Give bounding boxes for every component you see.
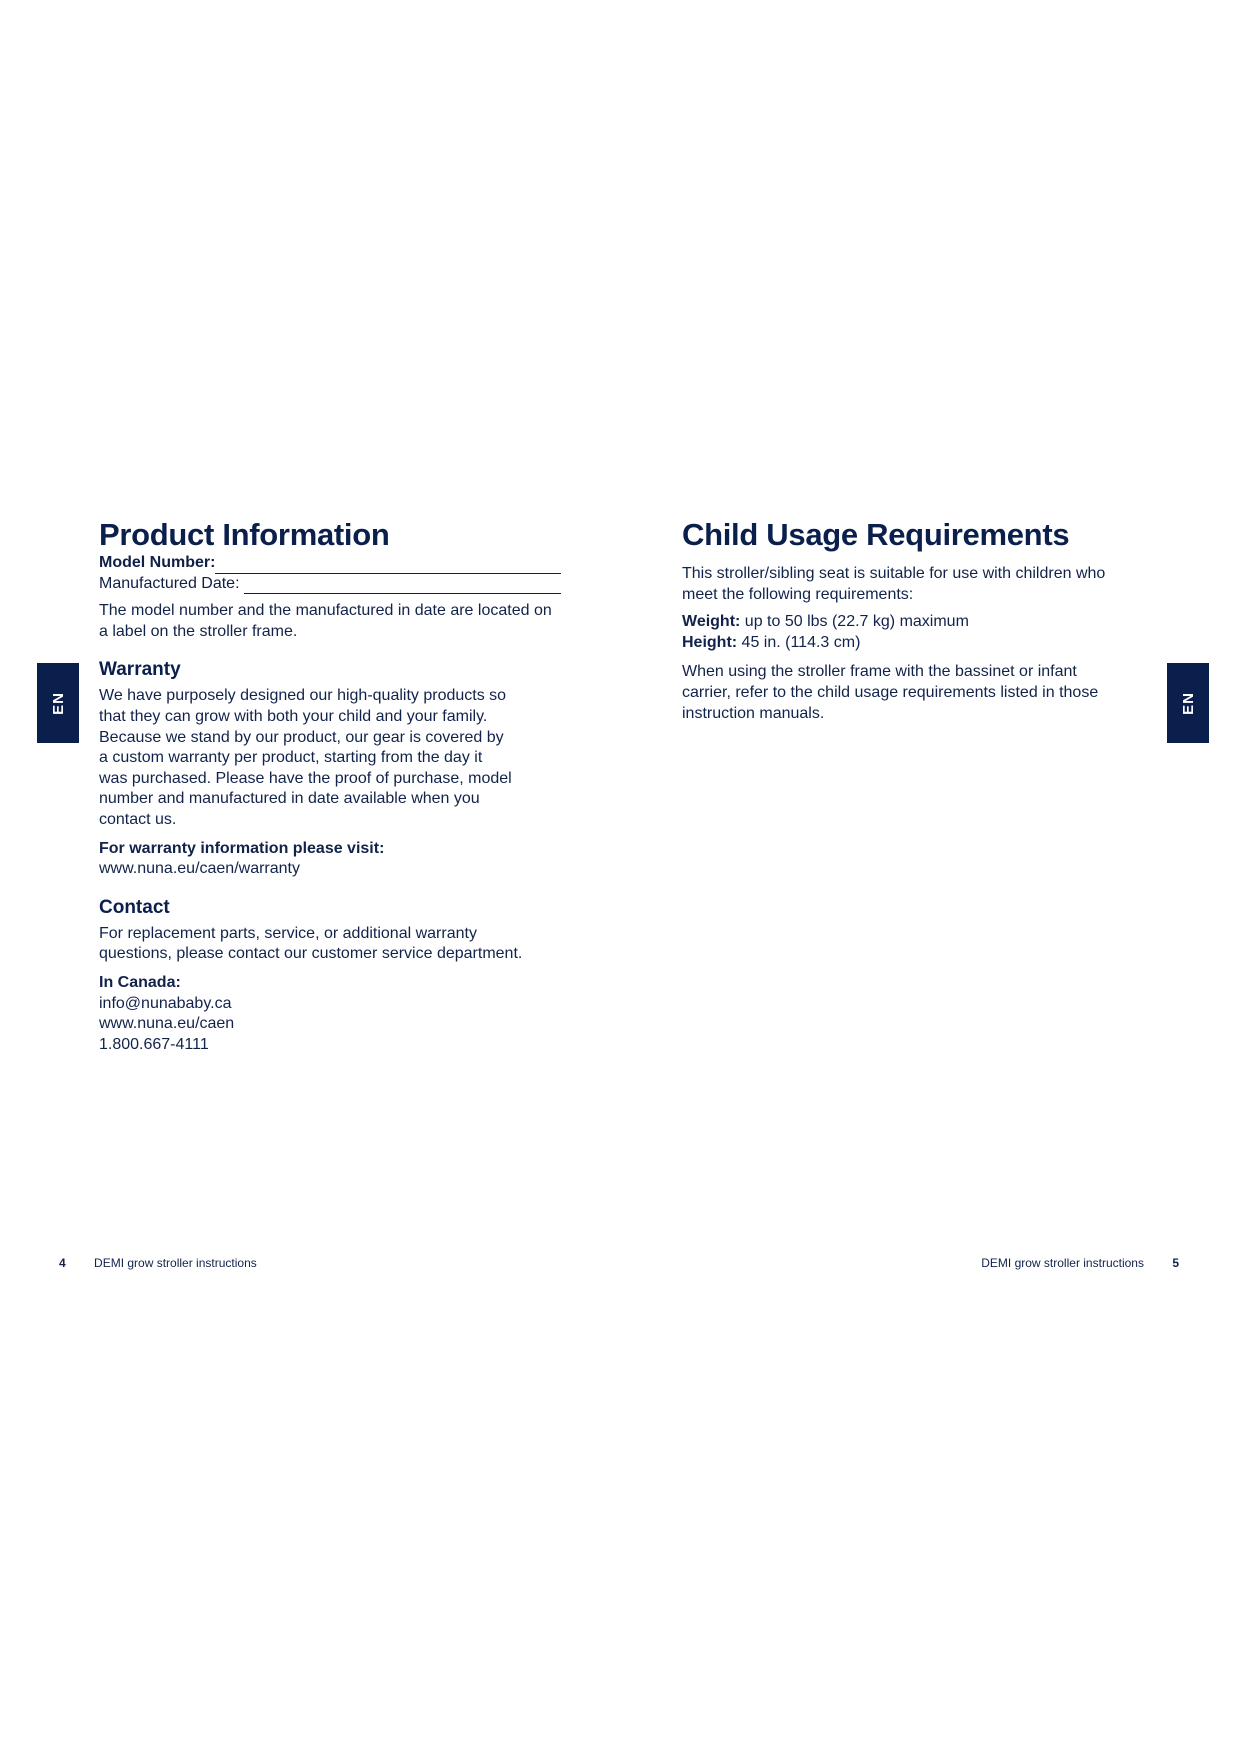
contact-email[interactable]: info@nunababy.ca — [99, 994, 232, 1012]
intro-text — [682, 564, 1152, 605]
warranty-line: was purchased. Please have the proof of purchase, model — [99, 769, 512, 787]
right-language-label: EN — [1179, 691, 1197, 715]
height-requirement — [682, 633, 1152, 654]
weight-value: up to 50 lbs (22.7 kg) maximum — [740, 613, 969, 631]
left-language-label: EN — [49, 691, 67, 715]
warranty-line: number and manufactured in date available when you — [99, 790, 480, 808]
warranty-url[interactable]: www.nuna.eu/caen/warranty — [99, 860, 300, 878]
left-page — [99, 518, 561, 1055]
location-text: The model number and the manufactured in date are located on a label on the stroller frame. — [99, 602, 552, 640]
warranty-heading: Warranty — [99, 659, 181, 681]
right-page-number: 5 — [1172, 1256, 1179, 1270]
weight-requirement — [682, 612, 1152, 633]
warranty-line: Because we stand by our product, our gear is covered by — [99, 728, 504, 746]
manufactured-date-label: Manufactured Date: — [99, 574, 240, 592]
right-footer-text: DEMI grow stroller instructions — [981, 1256, 1144, 1270]
height-value: 45 in. (114.3 cm) — [737, 633, 861, 651]
model-number-line — [215, 557, 561, 574]
contact-heading: Contact — [99, 896, 170, 918]
left-page-number: 4 — [59, 1256, 66, 1270]
right-language-tab — [1167, 663, 1209, 743]
warranty-line: We have purposely designed our high-quality products so — [99, 687, 507, 705]
product-information-title: Product Information — [99, 517, 390, 552]
model-number-field — [99, 553, 561, 574]
contact-line: questions, please contact our customer service department. — [99, 945, 523, 963]
left-footer — [59, 1256, 257, 1270]
manufactured-date-line — [244, 577, 561, 594]
warranty-line: that they can grow with both your child and your family. — [99, 707, 488, 725]
left-language-tab — [37, 663, 79, 743]
child-usage-title: Child Usage Requirements — [682, 517, 1070, 552]
contact-phone[interactable]: 1.800.667-4111 — [99, 1035, 209, 1053]
note-line: instruction manuals. — [682, 704, 825, 722]
right-page — [682, 518, 1152, 724]
note-line: carrier, refer to the child usage requirements listed in those — [682, 683, 1099, 701]
weight-label: Weight: — [682, 613, 741, 631]
warranty-visit-label: For warranty information please visit: — [99, 839, 385, 857]
canada-label: In Canada: — [99, 973, 181, 991]
warranty-line: contact us. — [99, 810, 177, 828]
note-line: When using the stroller frame with the bassinet or infant — [682, 663, 1077, 681]
model-number-label: Model Number: — [99, 554, 216, 571]
contact-website[interactable]: www.nuna.eu/caen — [99, 1015, 235, 1033]
warranty-line: a custom warranty per product, starting from the day it — [99, 749, 483, 767]
contact-line: For replacement parts, service, or additional warranty — [99, 924, 477, 942]
intro-line: This stroller/sibling seat is suitable for use with children who — [682, 565, 1106, 582]
intro-line: meet the following requirements: — [682, 585, 914, 603]
note-text — [682, 662, 1152, 724]
contact-text — [99, 924, 561, 965]
left-footer-text: DEMI grow stroller instructions — [94, 1256, 257, 1270]
manufactured-date-field — [99, 574, 561, 595]
right-footer — [981, 1256, 1179, 1270]
height-label: Height: — [682, 633, 738, 651]
warranty-text — [99, 686, 561, 830]
